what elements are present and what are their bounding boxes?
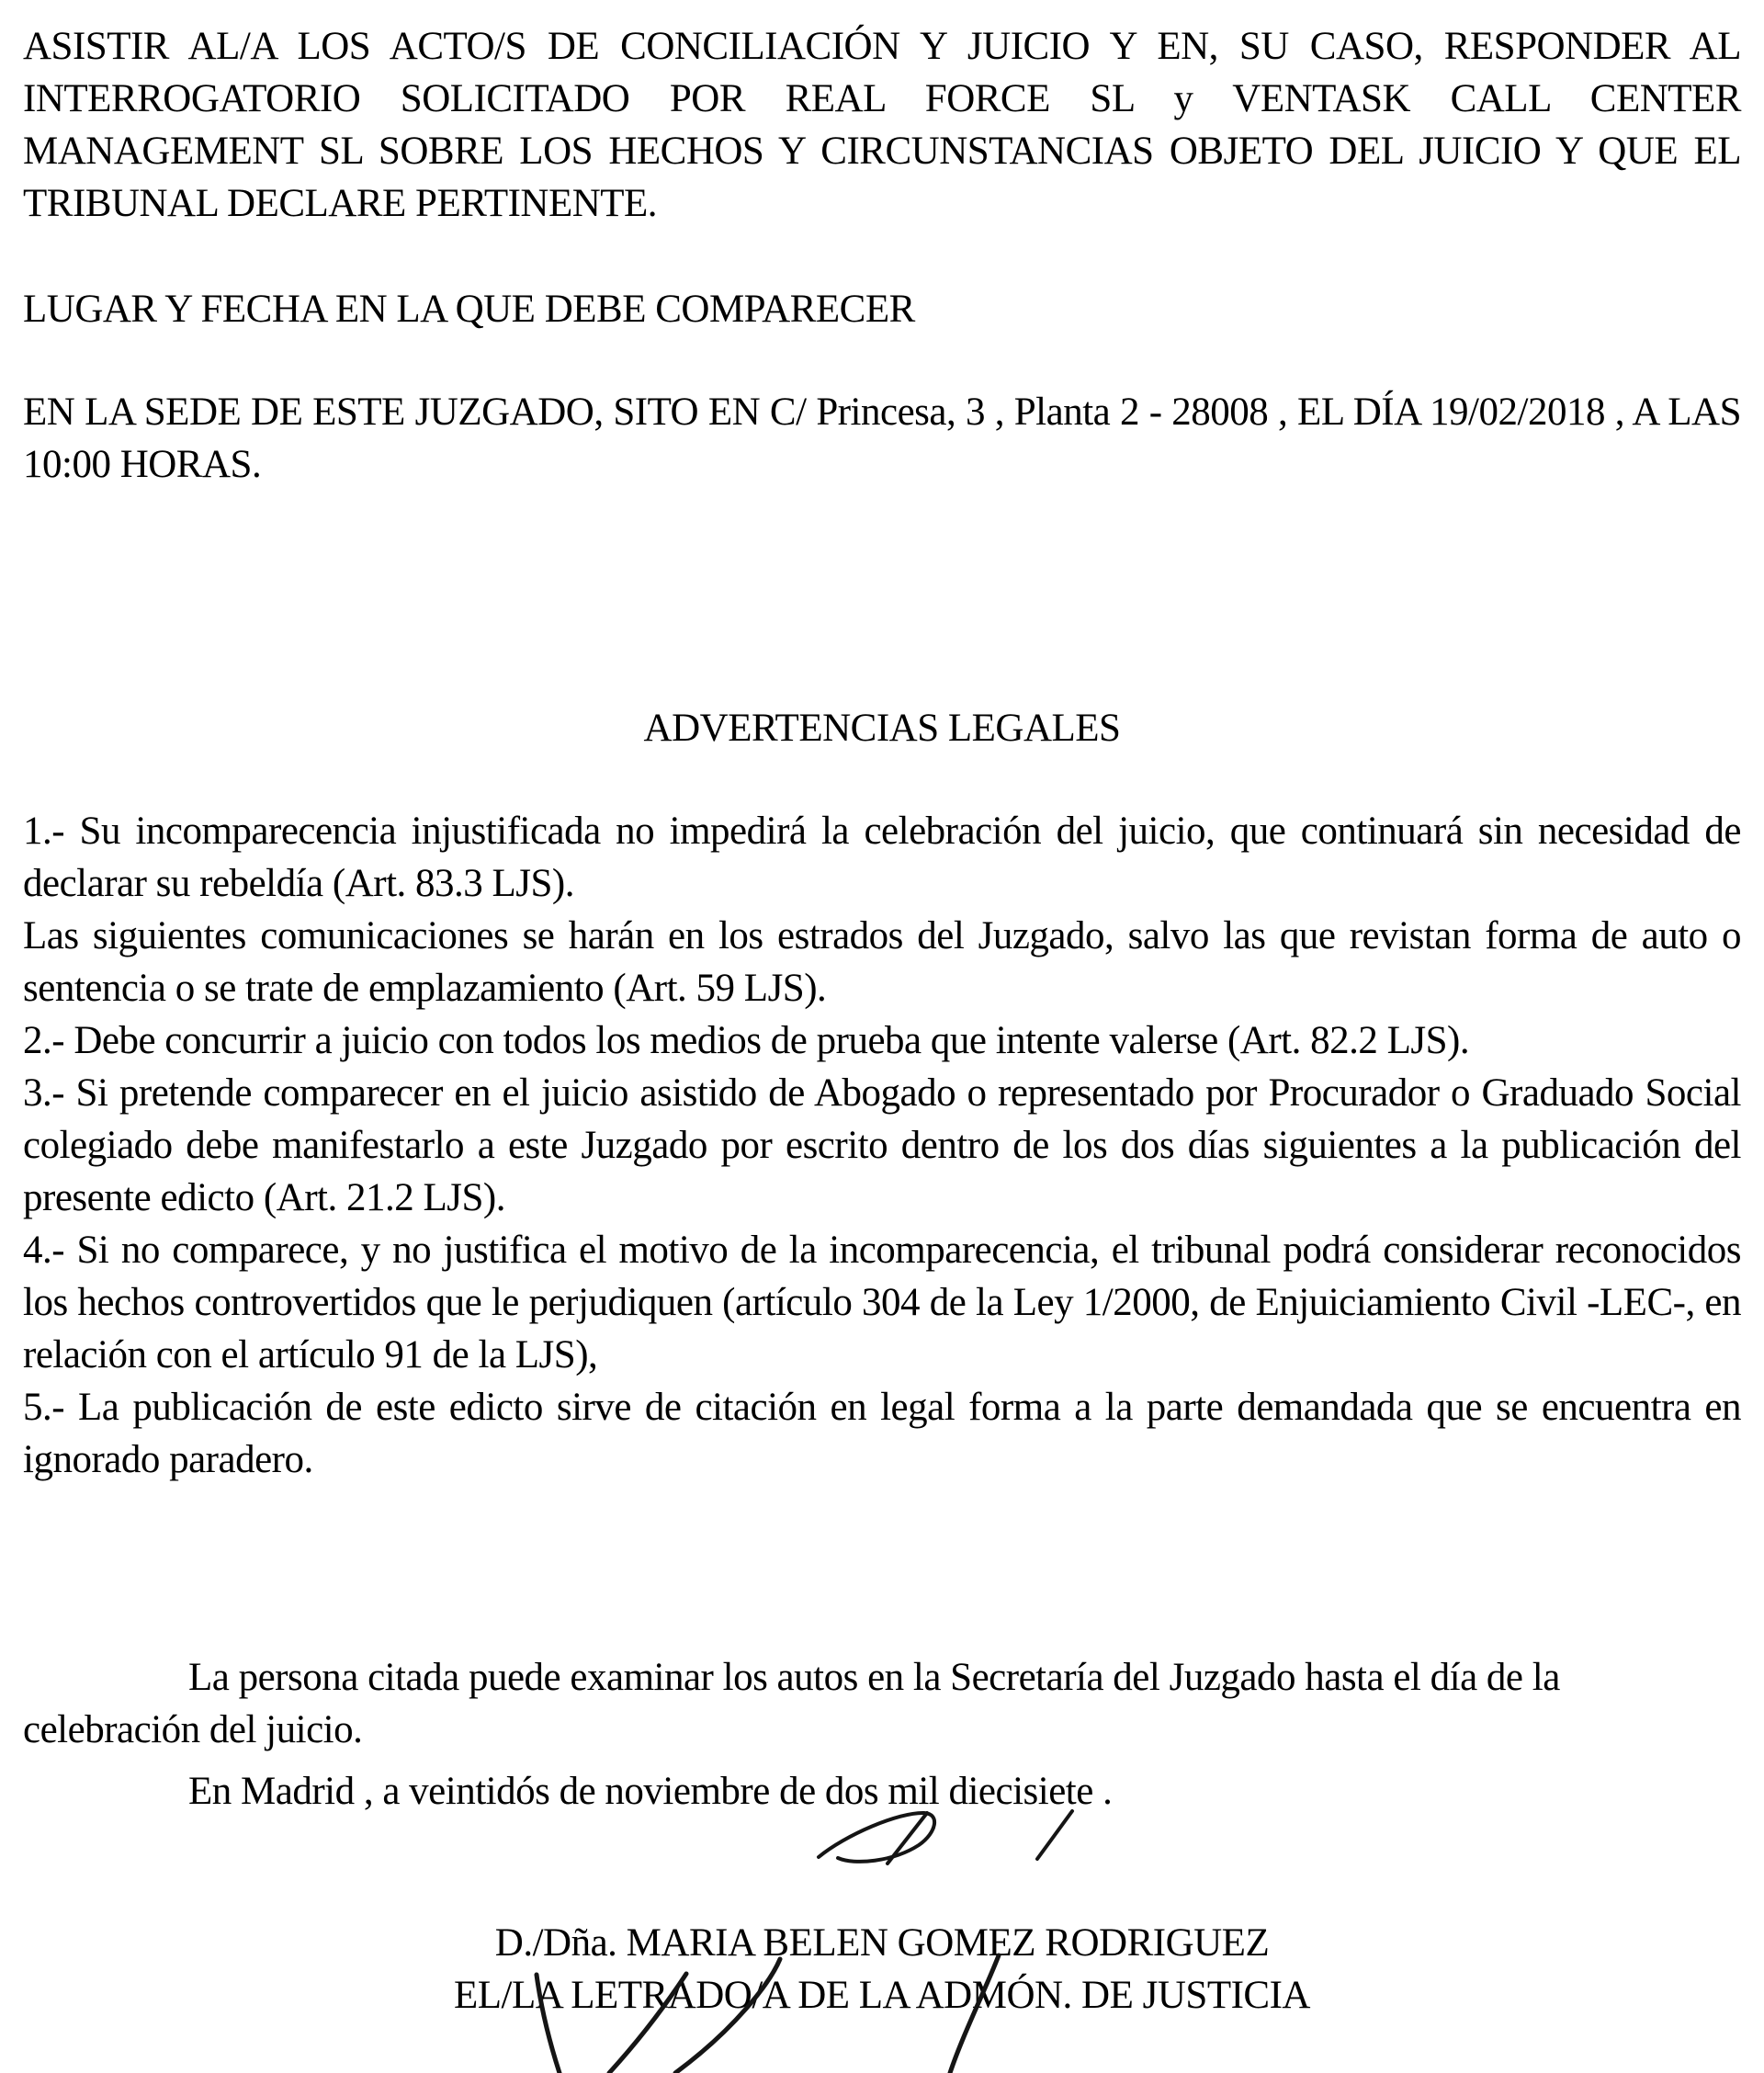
warning-item-4: 4.- Si no comparece, y no justifica el motivo de la incomparecencia, el tribunal podrá considerar reconocidos los hechos controvertidos que le perjudiquen (artículo 304 de la Ley 1/2000, de Enjuiciamiento Civil -LEC-, en relación con el artículo 91 de la LJS),	[23, 1229, 1741, 1376]
signer-name-line: D./Dña. MARIA BELEN GOMEZ RODRIGUEZ	[494, 1921, 1270, 1965]
warning-item-1b: Las siguientes comunicaciones se harán en los estrados del Juzgado, salvo las que revistan forma de auto o sentencia o se trate de emplazamiento (Art. 59 LJS).	[23, 914, 1741, 1010]
closing-paragraph: La persona citada puede examinar los autos en la Secretaría del Juzgado hasta el día de la celebración del juicio.	[23, 1656, 1560, 1751]
place-date-paragraph: EN LA SEDE DE ESTE JUZGADO, SITO EN C/ Princesa, 3 , Planta 2 - 28008 , EL DÍA 19/02/2018 , A LAS 10:00 HORAS.	[23, 391, 1741, 486]
warning-item-3: 3.- Si pretende comparecer en el juicio asistido de Abogado o representado por Procurador o Graduado Social colegiado debe manifestarlo a este Juzgado por escrito dentro de los dos días siguientes a la publicación del presente edicto (Art. 21.2 LJS).	[23, 1071, 1741, 1219]
legal-warnings-list	[23, 805, 1741, 1486]
date-line: En Madrid , a veintidós de noviembre de dos mil diecisiete .	[188, 1770, 1113, 1813]
signer-title-line: EL/LA LETRADO/A DE LA ADMÓN. DE JUSTICIA	[454, 1974, 1310, 2017]
signature-loop	[819, 1813, 934, 1862]
warning-item-1: 1.- Su incomparecencia injustificada no impedirá la celebración del juicio, que continuará sin necesidad de declarar su rebeldía (Art. 83.3 LJS).	[23, 810, 1741, 905]
warning-item-2: 2.- Debe concurrir a juicio con todos los medios de prueba que intente valerse (Art. 82.2 LJS).	[23, 1019, 1470, 1062]
signature-loop-slash	[888, 1813, 927, 1863]
signature-slash-date	[1037, 1811, 1072, 1859]
place-date-heading: LUGAR Y FECHA EN LA QUE DEBE COMPARECER	[23, 288, 915, 331]
intro-paragraph: ASISTIR AL/A LOS ACTO/S DE CONCILIACIÓN Y JUICIO Y EN, SU CASO, RESPONDER AL INTERROGATORIO SOLICITADO POR REAL FORCE SL y VENTASK CALL CENTER MANAGEMENT SL SOBRE LOS HECHOS Y CIRCUNSTANCIAS OBJETO DEL JUICIO Y QUE EL TRIBUNAL DECLARE PERTINENTE.	[23, 25, 1741, 225]
warning-item-5: 5.- La publicación de este edicto sirve de citación en legal forma a la parte demandada que se encuentra en ignorado paradero.	[23, 1386, 1741, 1481]
legal-warnings-heading: ADVERTENCIAS LEGALES	[643, 707, 1121, 750]
